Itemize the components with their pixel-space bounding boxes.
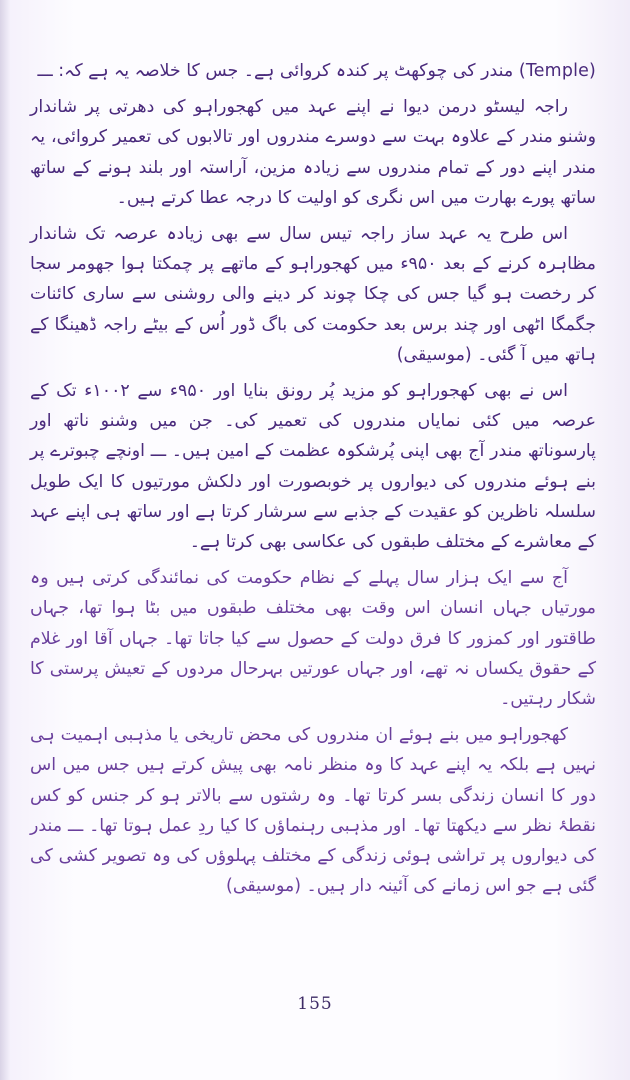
paragraph-significance: کھجوراہو میں بنے ہوئے ان مندروں کی محض تاریخی یا مذہبی اہمیت ہی نہیں ہے بلکہ یہ اپنے عہد کا وہ منظر نامہ بھی پیش کرتے ہیں جس میں اس دور کا انسان زندگی بسر کرتا تھا۔ وہ رشتوں سے بالاتر ہو کر جنس کو کس نقطۂ نظر سے دیکھتا تھا۔ اور مذہبی رہنماؤں کا کیا ردِ عمل ہوتا تھا۔ ـــ مندر کی دیواروں پر تراشی ہوئی زندگی کے مختلف پہلوؤں کی وہ تصویر کشی کی گئی ہے جو اس زمانے کی آئینہ دار ہیں۔ (موسیقی) — [30, 725, 596, 897]
paragraph-reign-end: اس طرح یہ عہد ساز راجہ تیس سال سے بھی زیادہ عرصہ تک شاندار مظاہرہ کرنے کے بعد ۹۵۰ء میں کھجوراہو کے ماتھے پر چمکتا ہوا جھومر سجا کر رخصت ہو گیا جس کی چکا چوند کر دینے والی روشنی سے ساری کائنات جگمگا اٹھی اور چند برس بعد حکومت کی باگ ڈور اُس کے بیٹے راجہ ڈھینگا کے ہاتھ میں آ گئی۔ (موسیقی) — [30, 224, 596, 365]
paragraph-intro: (Temple) مندر کی چوکھٹ پر کندہ کروائی ہے۔ جس کا خلاصہ یہ ہے کہ: ـــ — [37, 61, 596, 81]
paragraph-raja-lakshmana: راجہ لیسٹو درمن دیوا نے اپنے عہد میں کھجوراہو کی دھرتی پر شاندار وشنو مندر کے علاوہ بہت سے دوسرے مندروں اور تالابوں کی تعمیر کروائی، یہ مندر اپنے دور کے تمام مندروں سے زیادہ مزین، آراستہ اور بلند ہونے کے ساتھ ساتھ پورے بھارت میں اس نگری کو اولیت کا درجہ عطا کرتے ہیں۔ — [30, 97, 596, 208]
page-body-text — [30, 56, 596, 901]
page-number: 155 — [297, 994, 333, 1014]
paragraph-social-order: آج سے ایک ہزار سال پہلے کے نظام حکومت کی نمائندگی کرتی ہیں وہ مورتیاں جہاں انسان اس وقت بھی مختلف طبقوں میں بٹا ہوا تھا، جہاں طاقتور اور کمزور کا فرق دولت کے حصول سے کیا جاتا تھا۔ جہاں آقا اور غلام کے حقوق یکساں نہ تھے، اور جہاں عورتیں بہرحال مردوں کے تعیش پرستی کا شکار رہتیں۔ — [30, 568, 596, 710]
book-spine-shadow — [0, 0, 10, 1080]
paragraph-dhanga-temples: اس نے بھی کھجوراہو کو مزید پُر رونق بنایا اور ۹۵۰ء سے ۱۰۰۲ء تک کے عرصہ میں کئی نمایاں مندروں کی تعمیر کی۔ جن میں وشنو ناتھ اور پارسوناتھ مندر آج بھی اپنی پُرشکوہ عظمت کے امین ہیں۔ ـــ اونچے چبوترے پر بنے ہوئے مندروں کی دیواروں پر خوبصورت اور دلکش مورتیوں کا ایک طویل سلسلہ ناظرین کو عقیدت کے جذبے سے سرشار کرتا ہے اور ساتھ ہی اپنے عہد کے معاشرے کے مختلف طبقوں کی عکاسی بھی کرتا ہے۔ — [30, 381, 596, 553]
